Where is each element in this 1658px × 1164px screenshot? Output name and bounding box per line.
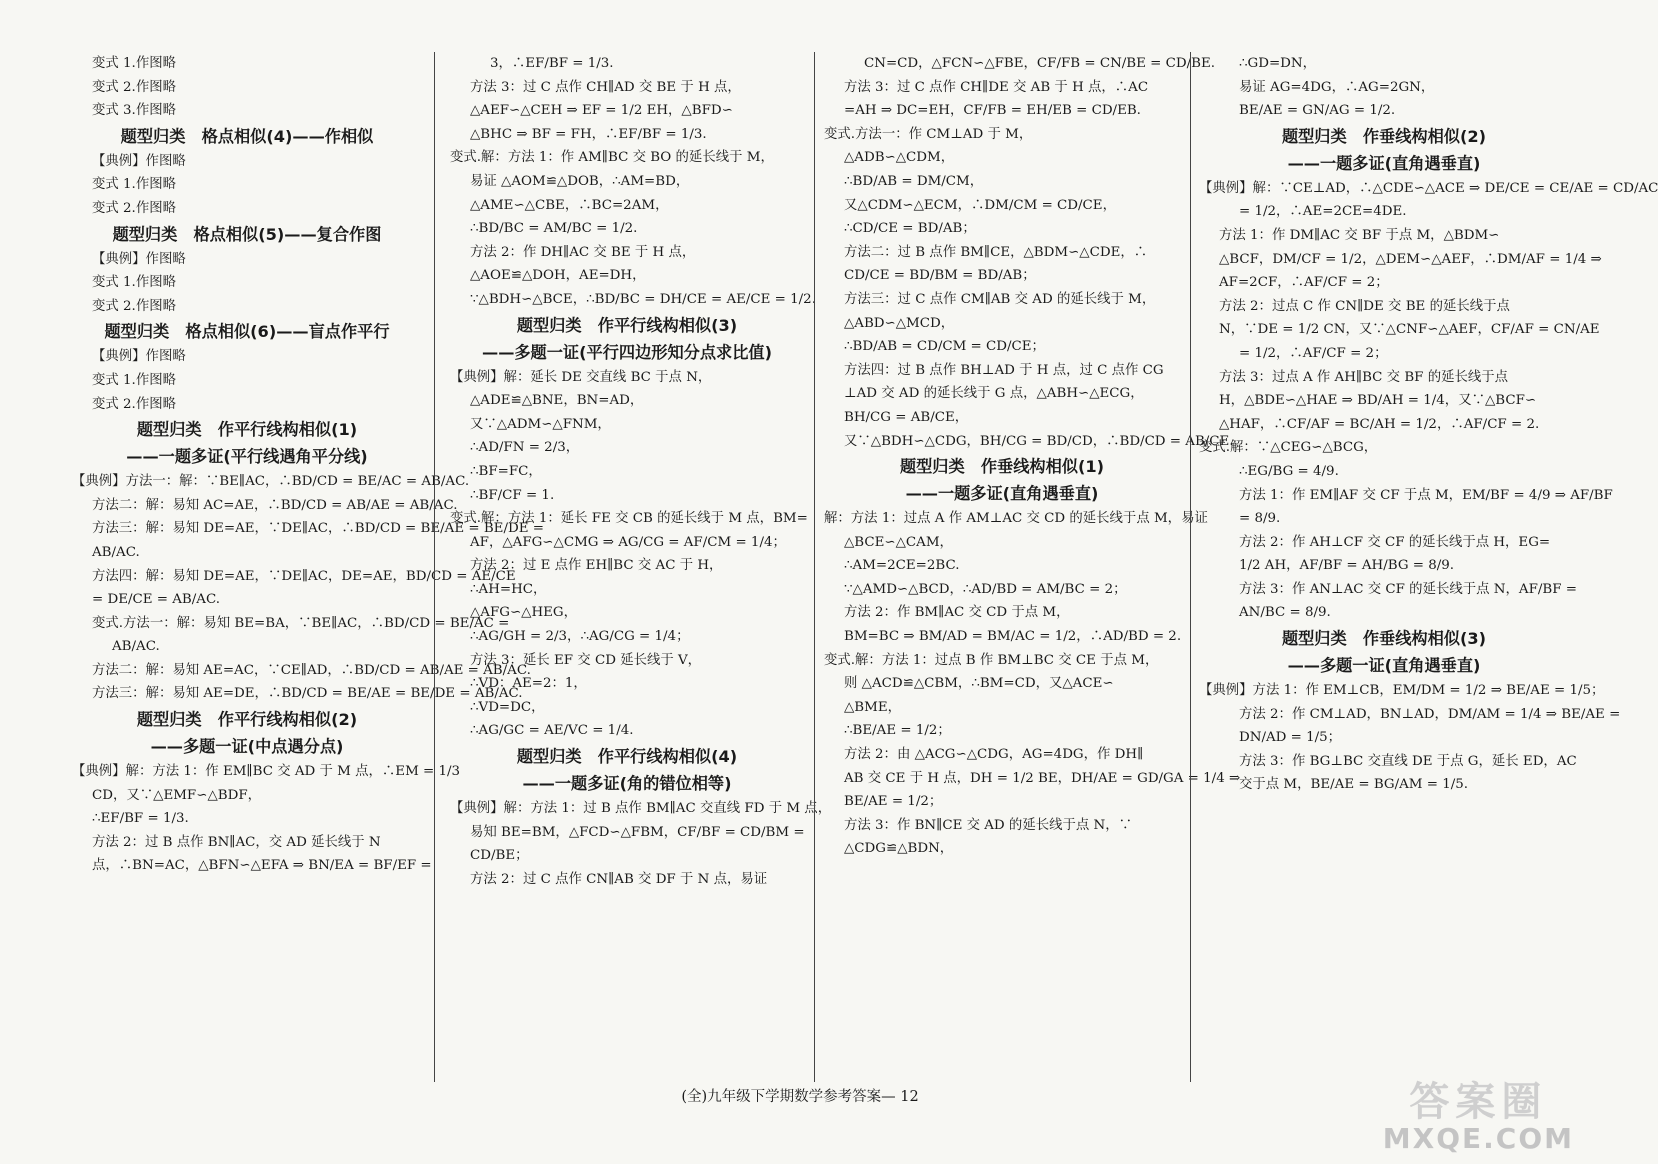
section-heading: ——一题多证(直角遇垂直) (1287, 153, 1481, 173)
answer-line: DN/AD = 1/5； (1239, 730, 1342, 746)
section-heading: ——一题多证(直角遇垂直) (905, 484, 1099, 504)
watermark-url: MXQE.COM (1382, 1122, 1574, 1155)
answer-line: ∴BE/AE = 1/2； (844, 723, 951, 739)
answer-line: 【典例】解：延长 DE 交直线 BC 于点 N， (450, 369, 712, 385)
answer-line: 方法 2：作 AH⊥CF 交 CF 的延长线于点 H，EG= (1239, 534, 1551, 550)
answer-line: 变式 2.作图略 (92, 79, 176, 95)
section-heading: 题型归类 作垂线构相似(3) (1281, 629, 1487, 649)
section-heading: ——一题多证(平行线遇角平分线) (126, 447, 368, 467)
answer-line: 【典例】作图略 (92, 153, 186, 169)
answer-line: CD，又∵△EMF∽△BDF， (92, 787, 262, 803)
answer-line: ∴CD/CE = BD/AB； (844, 221, 976, 237)
answer-line: 【典例】解：∵CE⊥AD，∴△CDE∽△ACE ⇒ DE/CE = CE/AE = CD/AC (1199, 180, 1658, 196)
answer-line: 3，∴EF/BF = 1/3. (490, 56, 614, 71)
answer-line: ∴EF/BF = 1/3. (92, 811, 189, 827)
answer-line: 方法三：过 C 点作 CM∥AB 交 AD 的延长线于 M， (844, 291, 1156, 307)
answer-line: 方法 2：过点 C 作 CN∥DE 交 BE 的延长线于点 (1219, 298, 1510, 314)
answer-line: 变式 1.作图略 (92, 56, 176, 71)
watermark-logo (1383, 1080, 1574, 1154)
section-heading: ——多题一证(平行四边形知分点求比值) (482, 342, 772, 362)
answer-line: 方法 2：作 CM⊥AD，BN⊥AD，DM/AM = 1/4 ⇒ BE/AE = (1239, 706, 1621, 722)
answer-line: 变式.解：方法 1：作 AM∥BC 交 BO 的延长线于 M， (450, 150, 774, 166)
answer-line: 方法三：解：易知 DE=AE，∵DE∥AC，∴BD/CD = BE/AE = BE/DE = (92, 521, 544, 537)
section-heading: 题型归类 作垂线构相似(2) (1281, 126, 1487, 146)
answer-line: ∴GD=DN， (1239, 56, 1317, 71)
answer-line: 变式 1.作图略 (92, 275, 176, 291)
answer-line: ∴BF/CF = 1. (470, 487, 555, 503)
answer-line: △HAF，∴CF/AF = BC/AH = 1/2，∴AF/CF = 2. (1219, 416, 1540, 432)
answer-line: 变式 1.作图略 (92, 372, 176, 388)
answer-line: △BCE∽△CAM， (844, 534, 953, 550)
answer-line: AB 交 CE 于 H 点，DH = 1/2 BE，DH/AE = GD/GA = 1/4 ⇒ (844, 770, 1241, 786)
answer-line: ∴AH=HC， (470, 581, 547, 597)
section-heading: 题型归类 作平行线构相似(4) (516, 747, 738, 767)
answer-line: = DE/CE = AB/AC. (92, 592, 220, 608)
watermark-text: 答案圈 (1409, 1079, 1548, 1125)
answer-line: 【典例】解：方法 1：过 B 点作 BM∥AC 交直线 FD 于 M 点， (450, 801, 832, 817)
answer-line: = 1/2，∴AF/CF = 2； (1239, 345, 1388, 361)
answer-line: AF=2CF，∴AF/CF = 2； (1219, 275, 1389, 291)
answer-line: 又△CDM∽△ECM，∴DM/CM = CD/CE， (844, 197, 1116, 213)
column-divider (814, 52, 815, 1082)
answer-line: 变式 2.作图略 (92, 396, 176, 412)
answer-line: △BHC ⇒ BF = FH，∴EF/BF = 1/3. (470, 126, 707, 142)
answer-line: 方法 3：作 AN⊥AC 交 CF 的延长线于点 N，AF/BF = (1239, 581, 1577, 597)
answer-line: △BCF，DM/CF = 1/2，△DEM∽△AEF，∴DM/AF = 1/4 ⇒ (1219, 251, 1602, 267)
answer-line: 变式.解：方法 1：延长 FE 交 CB 的延长线于 M 点，BM= (450, 511, 808, 527)
answer-line: ∵△BDH∽△BCE，∴BD/BC = DH/CE = AE/CE = 1/2. (470, 291, 816, 307)
column-3 (824, 52, 1241, 1082)
answer-line: BM=BC ⇒ BM/AD = BM/AC = 1/2，∴AD/BD = 2. (844, 629, 1182, 645)
column-divider (1190, 52, 1191, 1082)
answer-line: ∴BF=FC， (470, 463, 542, 479)
answer-line: 方法 3：作 BG⊥BC 交直线 DE 于点 G，延长 ED，AC (1239, 753, 1577, 769)
answer-line: CD/BE； (470, 848, 529, 864)
answer-line: AB/AC. (112, 639, 160, 655)
answer-line: 方法 2：过 B 点作 BN∥AC，交 AD 延长线于 N (92, 834, 381, 850)
section-heading: 题型归类 作平行线构相似(1) (136, 420, 358, 440)
section-heading: 题型归类 格点相似(4)——作相似 (120, 126, 374, 146)
answer-line: ∴BD/AB = CD/CM = CD/CE； (844, 339, 1045, 355)
answer-line: 变式 2.作图略 (92, 200, 176, 216)
page-footer: (全)九年级下学期数学参考答案— 12 (681, 1089, 919, 1105)
answer-line: 变式 3.作图略 (92, 103, 176, 119)
answer-line: 方法 1：作 EM∥AF 交 CF 于点 M，EM/BF = 4/9 ⇒ AF/BF (1239, 487, 1613, 503)
answer-line: 变式.解：∵△CEG∽△BCG， (1199, 440, 1378, 456)
section-heading: 题型归类 作平行线构相似(2) (136, 710, 358, 730)
answer-line: 方法四：过 B 点作 BH⊥AD 于 H 点，过 C 点作 CG (844, 362, 1164, 378)
answer-line: 方法 2：由 △ACG∽△CDG，AG=4DG，作 DH∥ (844, 747, 1144, 763)
answer-line: CN=CD，△FCN∽△FBE，CF/FB = CN/BE = CD/BE. (864, 56, 1216, 71)
answer-line: 方法 3：过 C 点作 CH∥AD 交 BE 于 H 点， (470, 79, 741, 95)
answer-line: △CDG≌△BDN， (844, 841, 954, 857)
answer-line: 又∵△ADM∽△FNM， (470, 416, 611, 432)
answer-line: △AOE≌△DOH，AE=DH， (470, 268, 646, 284)
answer-line: 方法二：解：易知 AC=AE，∴BD/CD = AB/AE = AB/AC. (92, 497, 458, 513)
answer-line: CD/CE = BD/BM = BD/AB； (844, 268, 1036, 284)
answer-line: = 8/9. (1239, 511, 1281, 527)
answer-line: 方法 3：过点 A 作 AH∥BC 交 BF 的延长线于点 (1219, 369, 1509, 385)
section-heading: 题型归类 作平行线构相似(3) (516, 315, 738, 335)
answer-line: 方法 2：过 C 点作 CN∥AB 交 DF 于 N 点，易证 (470, 871, 768, 887)
answer-line: ∴VD=DC， (470, 699, 545, 715)
answer-line: 变式.方法一：解：易知 BE=BA，∵BE∥AC，∴BD/CD = BE/AC = (92, 615, 510, 631)
section-heading: 题型归类 格点相似(6)——盲点作平行 (104, 322, 390, 342)
answer-line: ⊥AD 交 AD 的延长线于 G 点，△ABH∽△ECG， (844, 386, 1144, 402)
answer-line: 方法二：过 B 点作 BM∥CE，△BDM∽△CDE，∴ (844, 244, 1148, 260)
answer-line: △ADB∽△CDM， (844, 150, 955, 166)
answer-line: 1/2 AH，AF/BF = AH/BG = 8/9. (1239, 558, 1455, 574)
answer-line: 变式.方法一：作 CM⊥AD 于 M， (824, 126, 1033, 142)
answer-line: 方法 2：作 BM∥AC 交 CD 于点 M， (844, 605, 1070, 621)
answer-line: 又∵△BDH∽△CDG，BH/CG = BD/CD，∴BD/CD = AB/CE. (844, 433, 1234, 449)
answer-line: ∴AM=2CE=2BC. (844, 558, 960, 574)
column-2 (450, 52, 832, 1082)
answer-line: △ABD∽△MCD， (844, 315, 955, 331)
answer-line: 方法 2：过 E 点作 EH∥BC 交 AC 于 H， (470, 558, 723, 574)
answer-line: BH/CG = AB/CE， (844, 409, 969, 425)
answer-line: 交于点 M，BE/AE = BG/AM = 1/5. (1239, 777, 1469, 793)
column-4 (1199, 52, 1658, 1082)
answer-line: ∴AG/GH = 2/3，∴AG/CG = 1/4； (470, 629, 690, 645)
answer-line: ∵△AMD∽△BCD，∴AD/BD = AM/BC = 2； (844, 581, 1127, 597)
answer-line: ∴AG/GC = AE/VC = 1/4. (470, 723, 634, 739)
answer-line: ∴AD/FN = 2/3， (470, 440, 580, 456)
answer-line: ∴BD/BC = AM/BC = 1/2. (470, 221, 638, 237)
answer-line: 方法二：解：易知 AE=AC，∵CE∥AD，∴BD/CD = AB/AE = AB/AC. (92, 662, 531, 678)
answer-line: AF，△AFG∽△CMG ⇒ AG/CG = AF/CM = 1/4； (470, 534, 786, 550)
answer-line: 方法三：解：易知 AE=DE，∴BD/CD = BE/AE = BE/DE = AB/AC. (92, 686, 523, 702)
answer-line: 方法 3：过 C 点作 CH∥DE 交 AB 于 H 点，∴AC (844, 79, 1149, 95)
answer-line: 变式 2.作图略 (92, 298, 176, 314)
answer-line: 解：方法 1：过点 A 作 AM⊥AC 交 CD 的延长线于点 M，易证 (824, 511, 1208, 527)
answer-line: 易知 BE=BM，△FCD∽△FBM，CF/BF = CD/BM = (470, 824, 805, 840)
section-heading: ——多题一证(中点遇分点) (150, 737, 344, 757)
answer-line: △AME∽△CBE，∴BC=2AM， (470, 197, 669, 213)
answer-line: 易证 AG=4DG，∴AG=2GN， (1239, 79, 1435, 95)
answer-line: △AFG∽△HEG， (470, 605, 578, 621)
section-heading: 题型归类 格点相似(5)——复合作图 (112, 224, 382, 244)
answer-line: 方法 3：作 BN∥CE 交 AD 的延长线于点 N，∵ (844, 817, 1133, 833)
section-heading: ——一题多证(角的错位相等) (522, 774, 732, 794)
answer-line: 变式 1.作图略 (92, 177, 176, 193)
answer-line: 方法四：解：易知 DE=AE，∵DE∥AC，DE=AE，BD/CD = AE/CE (92, 568, 516, 584)
answer-line: =AH ⇒ DC=EH，CF/FB = EH/EB = CD/EB. (844, 103, 1141, 119)
answer-line: ∴VD：AE=2：1， (470, 676, 587, 692)
answer-line: 点，∴BN=AC，△BFN∽△EFA ⇒ BN/EA = BF/EF = (92, 858, 432, 874)
answer-line: △BME， (844, 699, 902, 715)
column-divider (434, 52, 435, 1082)
answer-line: 【典例】作图略 (92, 251, 186, 267)
answer-line: 【典例】方法 1：作 EM⊥CB，EM/DM = 1/2 ⇒ BE/AE = 1/5； (1199, 683, 1605, 699)
answer-line: AN/BC = 8/9. (1239, 605, 1331, 621)
answer-line: 【典例】作图略 (92, 349, 186, 365)
answer-line: 易证 △AOM≌△DOB，∴AM=BD， (470, 173, 690, 189)
section-heading: ——多题一证(直角遇垂直) (1287, 656, 1481, 676)
answer-line: 【典例】解：方法 1：作 EM∥BC 交 AD 于 M 点，∴EM = 1/3 (72, 764, 461, 780)
answer-line: N，∵DE = 1/2 CN，又∵△CNF∽△AEF，CF/AF = CN/AE (1219, 322, 1600, 338)
answer-line: ∴BD/AB = DM/CM， (844, 173, 984, 189)
answer-line: BE/AE = GN/AG = 1/2. (1239, 103, 1396, 119)
answer-line: = 1/2，∴AE=2CE=4DE. (1239, 204, 1407, 220)
answer-line: 则 △ACD≌△CBM，∴BM=CD，又△ACE∽ (844, 676, 1114, 692)
answer-line: 方法 2：作 DH∥AC 交 BE 于 H 点， (470, 244, 696, 260)
answer-line: 【典例】方法一：解：∵BE∥AC，∴BD/CD = BE/AC = AB/AC. (72, 474, 470, 490)
section-heading: 题型归类 作垂线构相似(1) (899, 457, 1105, 477)
answer-line: ∴EG/BG = 4/9. (1239, 463, 1339, 479)
answer-line: △AEF∽△CEH ⇒ EF = 1/2 EH，△BFD∽ (470, 103, 733, 119)
answer-line: AB/AC. (92, 544, 140, 560)
answer-line: BE/AE = 1/2； (844, 794, 943, 810)
answer-line: H，△BDE∽△HAE ⇒ BD/AH = 1/4，又∵△BCF∽ (1219, 393, 1537, 409)
answer-line: △ADE≌△BNE，BN=AD， (470, 393, 644, 409)
answer-line: 方法 1：作 DM∥AC 交 BF 于点 M，△BDM∽ (1219, 227, 1500, 243)
answer-line: 方法 3：延长 EF 交 CD 延长线于 V， (470, 652, 702, 668)
answer-line: 变式.解：方法 1：过点 B 作 BM⊥BC 交 CE 于点 M， (824, 652, 1159, 668)
